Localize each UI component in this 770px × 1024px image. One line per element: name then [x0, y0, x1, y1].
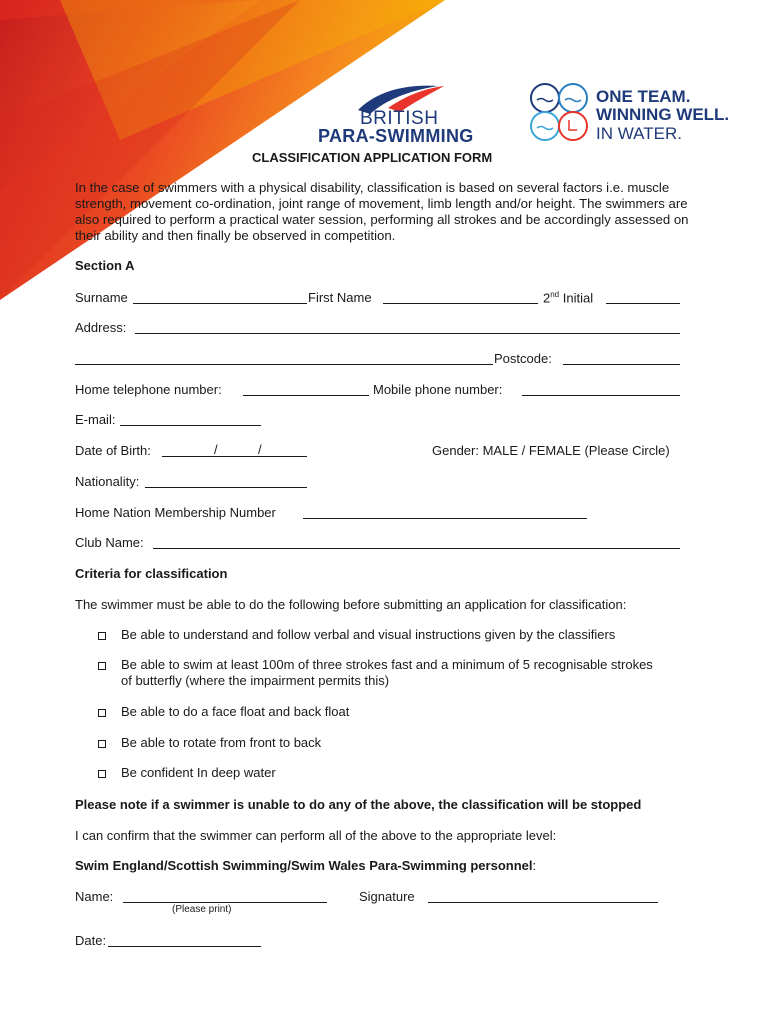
email-label: E-mail: — [75, 412, 116, 427]
mobile-phone-label: Mobile phone number: — [373, 382, 503, 397]
nationality-field[interactable] — [145, 487, 307, 488]
section-a-heading: Section A — [75, 258, 135, 273]
name-field[interactable] — [123, 902, 327, 903]
checkbox-1[interactable] — [98, 632, 106, 640]
checkbox-4[interactable] — [98, 740, 106, 748]
initial-label — [543, 290, 593, 305]
warning-note: Please note if a swimmer is unable to do any of the above, the classification will be stopped — [75, 797, 642, 812]
confirm-statement: I can confirm that the swimmer can perform all of the above to the appropriate level: — [75, 828, 557, 843]
membership-field[interactable] — [303, 518, 587, 519]
first-name-label: First Name — [308, 290, 372, 305]
postcode-field[interactable] — [563, 364, 680, 365]
date-label: Date: — [75, 933, 107, 948]
nationality-label: Nationality: — [75, 474, 140, 489]
signature-field[interactable] — [428, 902, 658, 903]
criteria-item-3: Be able to do a face float and back float — [121, 704, 350, 719]
initial-field[interactable] — [606, 303, 680, 304]
gender-label: Gender: MALE / FEMALE (Please Circle) — [432, 443, 670, 458]
surname-field[interactable] — [133, 303, 307, 304]
criteria-item-4: Be able to rotate from front to back — [121, 735, 322, 750]
slogan-line1: ONE TEAM. — [596, 87, 691, 106]
dob-label: Date of Birth: — [75, 443, 151, 458]
home-phone-label: Home telephone number: — [75, 382, 222, 397]
criteria-item-5: Be confident In deep water — [121, 765, 276, 780]
initial-text: Initial — [559, 290, 594, 306]
mobile-phone-field[interactable] — [522, 395, 680, 396]
checkbox-5[interactable] — [98, 770, 106, 778]
slogan-line2: WINNING WELL. — [596, 105, 730, 124]
please-print-hint: (Please print) — [172, 904, 232, 915]
personnel-text: Swim England/Scottish Swimming/Swim Wales Para-Swimming personnel — [75, 858, 533, 873]
slogan-line3: IN WATER. — [596, 124, 682, 143]
date-field[interactable] — [108, 946, 261, 947]
address-field-2[interactable] — [75, 364, 493, 365]
address-label: Address: — [75, 320, 127, 335]
checkbox-2[interactable] — [98, 662, 106, 670]
first-name-field[interactable] — [383, 303, 538, 304]
bps-logo-line2: PARA-SWIMMING — [318, 126, 474, 146]
email-field[interactable] — [120, 425, 261, 426]
dob-separator-1: / — [214, 442, 218, 457]
bps-logo-line1: BRITISH — [360, 108, 439, 129]
home-phone-field[interactable] — [243, 395, 369, 396]
criteria-heading: Criteria for classification — [75, 566, 228, 581]
criteria-intro: The swimmer must be able to do the following before submitting an application for classification: — [75, 597, 627, 612]
club-field[interactable] — [153, 548, 680, 549]
criteria-item-2: Be able to swim at least 100m of three strokes fast and a minimum of 5 recognisable strokes of butterfly (where the impairment permits this) — [121, 657, 653, 688]
form-title: CLASSIFICATION APPLICATION FORM — [252, 150, 493, 165]
address-field-1[interactable] — [135, 333, 680, 334]
intro-paragraph: In the case of swimmers with a physical disability, classification is based on several factors i.e. muscle strength, movement co-ordination, joint range of movement, limb length and/or height. The swimmers are also required to perform a practical water session, performing all strokes and be accordingly assessed on their ability and then finally be observed in competition. — [75, 180, 689, 243]
postcode-label: Postcode: — [494, 351, 552, 366]
personnel-heading — [75, 858, 536, 873]
name-label: Name: — [75, 889, 114, 904]
initial-number: 2 — [543, 290, 551, 306]
club-label: Club Name: — [75, 535, 144, 550]
criteria-item-1: Be able to understand and follow verbal and visual instructions given by the classifiers — [121, 627, 616, 642]
dob-separator-2: / — [258, 442, 262, 457]
slogan-block — [596, 88, 729, 124]
membership-label: Home Nation Membership Number — [75, 505, 276, 520]
signature-label: Signature — [359, 889, 415, 904]
swim-disciplines-icon — [527, 80, 593, 146]
initial-superscript: nd — [550, 290, 560, 299]
personnel-colon: : — [532, 858, 537, 873]
dob-field[interactable] — [162, 456, 307, 457]
surname-label: Surname — [75, 290, 128, 305]
checkbox-3[interactable] — [98, 709, 106, 717]
